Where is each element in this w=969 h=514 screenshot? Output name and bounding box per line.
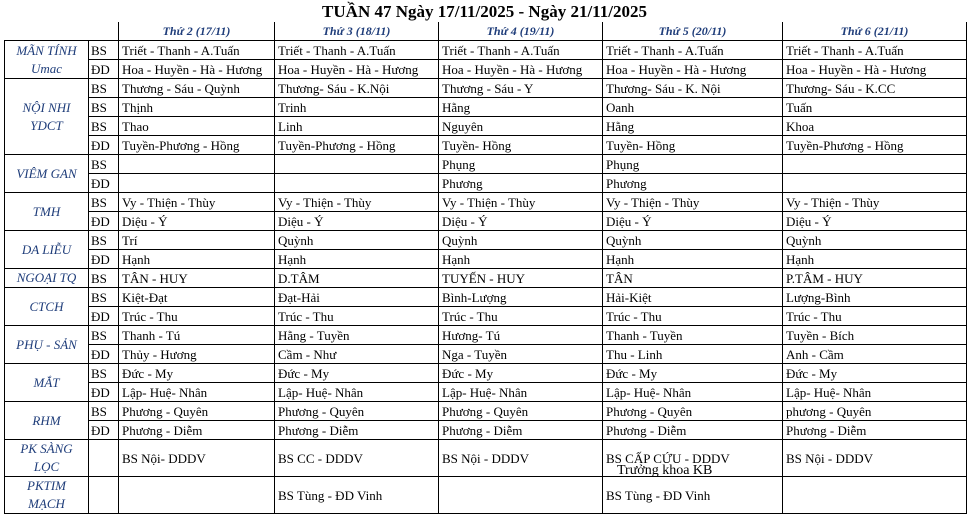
schedule-cell: Tuyền-Phương - Hồng xyxy=(783,136,967,155)
schedule-cell: Nguyên xyxy=(439,117,603,136)
schedule-cell: Thương- Sáu - K. Nội xyxy=(603,79,783,98)
schedule-cell: Hoa - Huyền - Hà - Hương xyxy=(603,60,783,79)
schedule-cell: Lượng-Bình xyxy=(783,288,967,307)
table-row xyxy=(5,193,967,212)
department-name: NGOẠI TQ xyxy=(5,269,89,288)
day-header: Thứ 5 (20/11) xyxy=(603,22,783,41)
schedule-cell: Vy - Thiện - Thùy xyxy=(275,193,439,212)
staff-role: BS xyxy=(89,193,119,212)
schedule-cell: Lập- Huệ- Nhân xyxy=(275,383,439,402)
schedule-cell: phương - Quyên xyxy=(783,402,967,421)
schedule-cell: Phương xyxy=(439,174,603,193)
schedule-cell: Diệu - Ý xyxy=(603,212,783,231)
staff-role: ĐD xyxy=(89,250,119,269)
table-row xyxy=(5,345,967,364)
schedule-cell: Thịnh xyxy=(119,98,275,117)
table-row xyxy=(5,212,967,231)
schedule-cell: Thao xyxy=(119,117,275,136)
table-row xyxy=(5,250,967,269)
schedule-cell xyxy=(119,174,275,193)
schedule-cell: Phương xyxy=(603,174,783,193)
header-corner xyxy=(5,22,89,41)
schedule-cell: Thương- Sáu - K.Nội xyxy=(275,79,439,98)
schedule-cell: Lập- Huệ- Nhân xyxy=(439,383,603,402)
schedule-cell: Linh xyxy=(275,117,439,136)
schedule-cell: Thủy - Hương xyxy=(119,345,275,364)
schedule-cell: Kiệt-Đạt xyxy=(119,288,275,307)
schedule-cell: Hương- Tú xyxy=(439,326,603,345)
schedule-title: TUẦN 47 Ngày 17/11/2025 - Ngày 21/11/2025 xyxy=(322,2,647,21)
schedule-cell: BS Nội - DDDV xyxy=(439,440,603,477)
staff-role: BS xyxy=(89,98,119,117)
schedule-cell: Đức - My xyxy=(603,364,783,383)
schedule-cell: Trúc - Thu xyxy=(439,307,603,326)
department-name: RHM xyxy=(5,402,89,440)
schedule-cell: Hạnh xyxy=(603,250,783,269)
table-row xyxy=(5,383,967,402)
schedule-cell: Đức - My xyxy=(275,364,439,383)
schedule-cell: Phương - Quyên xyxy=(275,402,439,421)
schedule-cell: Nga - Tuyền xyxy=(439,345,603,364)
schedule-cell: Phương - Diễm xyxy=(439,421,603,440)
schedule-cell: Vy - Thiện - Thùy xyxy=(119,193,275,212)
schedule-cell: BS Tùng - ĐD Vinh xyxy=(603,477,783,514)
table-row xyxy=(5,440,967,477)
staff-role: ĐD xyxy=(89,136,119,155)
table-row xyxy=(5,288,967,307)
table-row xyxy=(5,477,967,514)
schedule-cell: Phương - Diễm xyxy=(783,421,967,440)
schedule-cell: BS CC - DDDV xyxy=(275,440,439,477)
schedule-cell: Trúc - Thu xyxy=(275,307,439,326)
department-name: MÃN TÍNH Umac xyxy=(5,41,89,79)
schedule-cell: Tuyền-Phương - Hồng xyxy=(275,136,439,155)
schedule-cell: Triết - Thanh - A.Tuấn xyxy=(275,41,439,60)
schedule-cell: BS CẤP CỨU - DDDV xyxy=(603,440,783,477)
staff-role: ĐD xyxy=(89,345,119,364)
schedule-cell: Lập- Huệ- Nhân xyxy=(603,383,783,402)
department-name: CTCH xyxy=(5,288,89,326)
schedule-cell: Diệu - Ý xyxy=(439,212,603,231)
staff-role: BS xyxy=(89,269,119,288)
schedule-cell xyxy=(783,477,967,514)
schedule-cell: Vy - Thiện - Thùy xyxy=(783,193,967,212)
staff-role: ĐD xyxy=(89,174,119,193)
schedule-cell: Diệu - Ý xyxy=(783,212,967,231)
staff-role: BS xyxy=(89,117,119,136)
schedule-cell: Đức - My xyxy=(119,364,275,383)
schedule-cell xyxy=(275,174,439,193)
schedule-cell xyxy=(783,155,967,174)
schedule-cell: Phụng xyxy=(439,155,603,174)
schedule-cell: Hoa - Huyền - Hà - Hương xyxy=(439,60,603,79)
schedule-cell: Triết - Thanh - A.Tuấn xyxy=(783,41,967,60)
department-name: NỘI NHI YDCT xyxy=(5,79,89,155)
schedule-cell xyxy=(439,477,603,514)
schedule-cell: Thu - Linh xyxy=(603,345,783,364)
table-row xyxy=(5,231,967,250)
staff-role: ĐD xyxy=(89,307,119,326)
day-header: Thứ 6 (21/11) xyxy=(783,22,967,41)
schedule-cell: Phương - Diễm xyxy=(119,421,275,440)
schedule-cell: Oanh xyxy=(603,98,783,117)
schedule-cell: Trúc - Thu xyxy=(119,307,275,326)
schedule-cell: Hằng xyxy=(439,98,603,117)
staff-role xyxy=(89,440,119,477)
schedule-cell: Đức - My xyxy=(783,364,967,383)
department-name: PKTIM MẠCH xyxy=(5,477,89,514)
department-name: PK SÀNG LỌC xyxy=(5,440,89,477)
table-row xyxy=(5,117,967,136)
schedule-cell: Tuyền-Phương - Hồng xyxy=(119,136,275,155)
staff-role: BS xyxy=(89,326,119,345)
schedule-cell: Khoa xyxy=(783,117,967,136)
schedule-cell: Triết - Thanh - A.Tuấn xyxy=(439,41,603,60)
schedule-cell: Hạnh xyxy=(275,250,439,269)
schedule-cell: Trúc - Thu xyxy=(603,307,783,326)
table-row xyxy=(5,174,967,193)
staff-role: BS xyxy=(89,402,119,421)
table-row xyxy=(5,326,967,345)
schedule-cell: Phương - Diễm xyxy=(275,421,439,440)
schedule-cell: Thanh - Tuyền xyxy=(603,326,783,345)
header-row xyxy=(5,22,967,41)
schedule-cell xyxy=(119,477,275,514)
schedule-cell: TÂN - HUY xyxy=(119,269,275,288)
table-row xyxy=(5,98,967,117)
department-name: PHỤ - SẢN xyxy=(5,326,89,364)
schedule-cell: Hải-Kiệt xyxy=(603,288,783,307)
schedule-cell: BS Tùng - ĐD Vinh xyxy=(275,477,439,514)
schedule-cell: Phương - Quyên xyxy=(119,402,275,421)
schedule-cell: Lập- Huệ- Nhân xyxy=(783,383,967,402)
schedule-cell: Hạnh xyxy=(783,250,967,269)
schedule-cell: Vy - Thiện - Thùy xyxy=(603,193,783,212)
staff-role: ĐD xyxy=(89,60,119,79)
schedule-cell: Quỳnh xyxy=(603,231,783,250)
schedule-cell: Trúc - Thu xyxy=(783,307,967,326)
schedule-cell: Bình-Lượng xyxy=(439,288,603,307)
table-row xyxy=(5,155,967,174)
schedule-cell: BS Nội- DDDV xyxy=(119,440,275,477)
schedule-cell: Tuyền- Hồng xyxy=(439,136,603,155)
schedule-cell: Tuấn xyxy=(783,98,967,117)
schedule-body xyxy=(5,41,967,514)
department-name: TMH xyxy=(5,193,89,231)
schedule-cell: Hạnh xyxy=(119,250,275,269)
table-row xyxy=(5,269,967,288)
schedule-cell xyxy=(783,174,967,193)
schedule-cell: Hằng - Tuyền xyxy=(275,326,439,345)
department-name: DA LIỄU xyxy=(5,231,89,269)
schedule-cell: Vy - Thiện - Thùy xyxy=(439,193,603,212)
schedule-cell: Lập- Huệ- Nhân xyxy=(119,383,275,402)
table-row xyxy=(5,364,967,383)
staff-role: BS xyxy=(89,231,119,250)
schedule-cell: TÂN xyxy=(603,269,783,288)
schedule-cell: Phương - Diễm xyxy=(603,421,783,440)
schedule-table xyxy=(4,22,967,514)
schedule-cell: Hoa - Huyền - Hà - Hương xyxy=(783,60,967,79)
schedule-cell: Phụng xyxy=(603,155,783,174)
schedule-cell: Tuyền - Bích xyxy=(783,326,967,345)
schedule-cell xyxy=(275,155,439,174)
schedule-cell: BS Nội - DDDV xyxy=(783,440,967,477)
schedule-cell: Quỳnh xyxy=(275,231,439,250)
schedule-cell: Diệu - Ý xyxy=(119,212,275,231)
schedule-cell: Anh - Cầm xyxy=(783,345,967,364)
schedule-cell: Thương - Sáu - Quỳnh xyxy=(119,79,275,98)
schedule-cell: Thương - Sáu - Y xyxy=(439,79,603,98)
staff-role: ĐD xyxy=(89,383,119,402)
schedule-cell xyxy=(119,155,275,174)
department-name: VIÊM GAN xyxy=(5,155,89,193)
header-corner-role xyxy=(89,22,119,41)
staff-role: ĐD xyxy=(89,212,119,231)
schedule-cell: Trí xyxy=(119,231,275,250)
schedule-cell: Tuyền- Hồng xyxy=(603,136,783,155)
schedule-cell: Triết - Thanh - A.Tuấn xyxy=(603,41,783,60)
schedule-cell: Cầm - Như xyxy=(275,345,439,364)
schedule-cell: Đức - My xyxy=(439,364,603,383)
schedule-cell: Diệu - Ý xyxy=(275,212,439,231)
schedule-cell: Hằng xyxy=(603,117,783,136)
schedule-cell: Quỳnh xyxy=(783,231,967,250)
day-header: Thứ 2 (17/11) xyxy=(119,22,275,41)
table-row xyxy=(5,421,967,440)
department-name: MẮT xyxy=(5,364,89,402)
table-row xyxy=(5,79,967,98)
schedule-cell: P.TÂM - HUY xyxy=(783,269,967,288)
schedule-cell: Trinh xyxy=(275,98,439,117)
table-row xyxy=(5,136,967,155)
schedule-cell: Triết - Thanh - A.Tuấn xyxy=(119,41,275,60)
schedule-cell: Thanh - Tú xyxy=(119,326,275,345)
schedule-cell: Hoa - Huyền - Hà - Hương xyxy=(275,60,439,79)
staff-role: BS xyxy=(89,155,119,174)
staff-role: BS xyxy=(89,41,119,60)
schedule-cell: Đạt-Hải xyxy=(275,288,439,307)
schedule-cell: D.TÂM xyxy=(275,269,439,288)
schedule-cell: TUYẾN - HUY xyxy=(439,269,603,288)
day-header: Thứ 3 (18/11) xyxy=(275,22,439,41)
staff-role: BS xyxy=(89,79,119,98)
schedule-cell: Phương - Quyên xyxy=(439,402,603,421)
table-row xyxy=(5,402,967,421)
table-row xyxy=(5,60,967,79)
signature-title: Trưởng khoa KB xyxy=(617,463,713,478)
staff-role: ĐD xyxy=(89,421,119,440)
day-header: Thứ 4 (19/11) xyxy=(439,22,603,41)
table-row xyxy=(5,41,967,60)
schedule-cell: Thương- Sáu - K.CC xyxy=(783,79,967,98)
schedule-cell: Hoa - Huyền - Hà - Hương xyxy=(119,60,275,79)
schedule-cell: Phương - Quyên xyxy=(603,402,783,421)
staff-role: BS xyxy=(89,288,119,307)
staff-role: BS xyxy=(89,364,119,383)
schedule-cell: Quỳnh xyxy=(439,231,603,250)
staff-role xyxy=(89,477,119,514)
schedule-cell: Hạnh xyxy=(439,250,603,269)
table-row xyxy=(5,307,967,326)
